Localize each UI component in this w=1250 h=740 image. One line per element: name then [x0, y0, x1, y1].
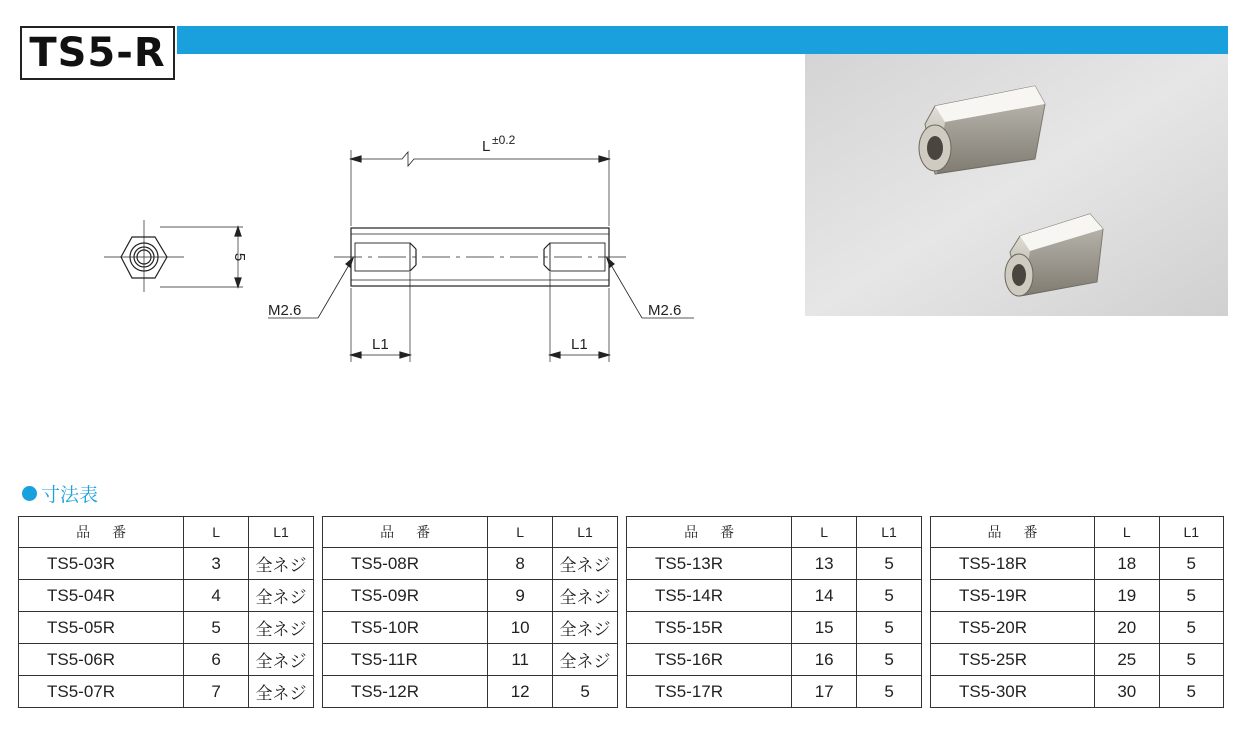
cell-l1: 全ネジ: [249, 612, 314, 644]
table-row: [931, 612, 1224, 644]
dimension-table-4: [930, 516, 1224, 708]
dimension-table-1: [18, 516, 314, 708]
dim-height-label: 5: [231, 252, 248, 262]
thread-left-label: M2.6: [268, 302, 302, 319]
cell-part: TS5-16R: [627, 644, 792, 676]
side-view: [268, 150, 694, 362]
cell-l: 9: [488, 580, 553, 612]
cell-part: TS5-25R: [931, 644, 1095, 676]
cell-part: TS5-07R: [19, 676, 184, 708]
table-row: [323, 580, 618, 612]
cell-part: TS5-08R: [323, 548, 488, 580]
table-row: [627, 612, 922, 644]
cell-part: TS5-09R: [323, 580, 488, 612]
cell-l: 18: [1095, 548, 1159, 580]
cell-part: TS5-19R: [931, 580, 1095, 612]
header-bar: [177, 26, 1228, 54]
table-row: [19, 676, 314, 708]
cell-part: TS5-12R: [323, 676, 488, 708]
cell-l: 7: [184, 676, 249, 708]
bullet-dot-icon: [22, 486, 37, 501]
cell-l: 30: [1095, 676, 1159, 708]
cell-l1: 5: [857, 548, 922, 580]
cell-l1: 5: [1159, 612, 1223, 644]
cell-l: 19: [1095, 580, 1159, 612]
cell-l1: 全ネジ: [249, 548, 314, 580]
technical-drawing: [90, 130, 730, 380]
dim-length-tolerance: ±0.2: [492, 133, 516, 147]
cell-l1: 全ネジ: [249, 644, 314, 676]
table-row: [931, 676, 1224, 708]
cell-part: TS5-10R: [323, 612, 488, 644]
dimension-table-3: [626, 516, 922, 708]
dimension-table-2: [322, 516, 618, 708]
cell-l1: 5: [857, 612, 922, 644]
cell-l: 3: [184, 548, 249, 580]
header-l1: L1: [857, 517, 922, 548]
cell-part: TS5-05R: [19, 612, 184, 644]
header-l: L: [1095, 517, 1159, 548]
hex-end-view: [104, 220, 243, 292]
cell-part: TS5-03R: [19, 548, 184, 580]
thread-right-label: M2.6: [648, 302, 682, 319]
cell-l: 13: [792, 548, 857, 580]
cell-l: 25: [1095, 644, 1159, 676]
header-l1: L1: [553, 517, 618, 548]
cell-l1: 5: [1159, 548, 1223, 580]
table-row: [19, 612, 314, 644]
table-row: [627, 676, 922, 708]
cell-l: 8: [488, 548, 553, 580]
table-header-row: [627, 517, 922, 548]
cell-l1: 5: [857, 644, 922, 676]
header-part: 品番: [323, 517, 488, 548]
cell-l1: 全ネジ: [553, 548, 618, 580]
header-part: 品番: [627, 517, 792, 548]
table-row: [323, 644, 618, 676]
table-row: [931, 548, 1224, 580]
cell-l: 17: [792, 676, 857, 708]
cell-l1: 5: [857, 580, 922, 612]
cell-l: 12: [488, 676, 553, 708]
cell-l1: 全ネジ: [249, 580, 314, 612]
dim-length-label: L: [482, 138, 491, 155]
section-label-dimension-table: [22, 480, 98, 507]
l1-left-label: L1: [372, 336, 389, 353]
table-row: [323, 548, 618, 580]
header-part: 品番: [19, 517, 184, 548]
cell-part: TS5-20R: [931, 612, 1095, 644]
l1-right-label: L1: [571, 336, 588, 353]
cell-l: 16: [792, 644, 857, 676]
cell-l1: 5: [553, 676, 618, 708]
section-label-text: 寸法表: [41, 484, 99, 506]
table-header-row: [323, 517, 618, 548]
table-row: [627, 580, 922, 612]
header-l: L: [792, 517, 857, 548]
cell-part: TS5-11R: [323, 644, 488, 676]
header-l: L: [184, 517, 249, 548]
cell-part: TS5-13R: [627, 548, 792, 580]
cell-l: 14: [792, 580, 857, 612]
cell-l: 20: [1095, 612, 1159, 644]
table-row: [323, 676, 618, 708]
cell-l: 11: [488, 644, 553, 676]
table-row: [627, 548, 922, 580]
cell-l: 4: [184, 580, 249, 612]
cell-part: TS5-17R: [627, 676, 792, 708]
cell-l1: 全ネジ: [249, 676, 314, 708]
table-row: [19, 644, 314, 676]
cell-part: TS5-15R: [627, 612, 792, 644]
cell-part: TS5-18R: [931, 548, 1095, 580]
cell-l: 10: [488, 612, 553, 644]
cell-l: 6: [184, 644, 249, 676]
page-title: TS5-R: [20, 26, 175, 80]
table-header-row: [19, 517, 314, 548]
cell-part: TS5-30R: [931, 676, 1095, 708]
cell-l1: 全ネジ: [553, 612, 618, 644]
cell-l1: 全ネジ: [553, 644, 618, 676]
table-row: [19, 548, 314, 580]
table-row: [323, 612, 618, 644]
cell-l1: 5: [1159, 580, 1223, 612]
cell-l: 5: [184, 612, 249, 644]
cell-l1: 全ネジ: [553, 580, 618, 612]
table-row: [931, 580, 1224, 612]
cell-l: 15: [792, 612, 857, 644]
table-header-row: [931, 517, 1224, 548]
product-photo: [805, 54, 1228, 316]
cell-l1: 5: [1159, 676, 1223, 708]
header-part: 品番: [931, 517, 1095, 548]
header-l1: L1: [249, 517, 314, 548]
table-row: [19, 580, 314, 612]
cell-l1: 5: [857, 676, 922, 708]
header-l: L: [488, 517, 553, 548]
cell-part: TS5-06R: [19, 644, 184, 676]
table-row: [931, 644, 1224, 676]
cell-part: TS5-14R: [627, 580, 792, 612]
cell-part: TS5-04R: [19, 580, 184, 612]
table-row: [627, 644, 922, 676]
header-l1: L1: [1159, 517, 1223, 548]
cell-l1: 5: [1159, 644, 1223, 676]
